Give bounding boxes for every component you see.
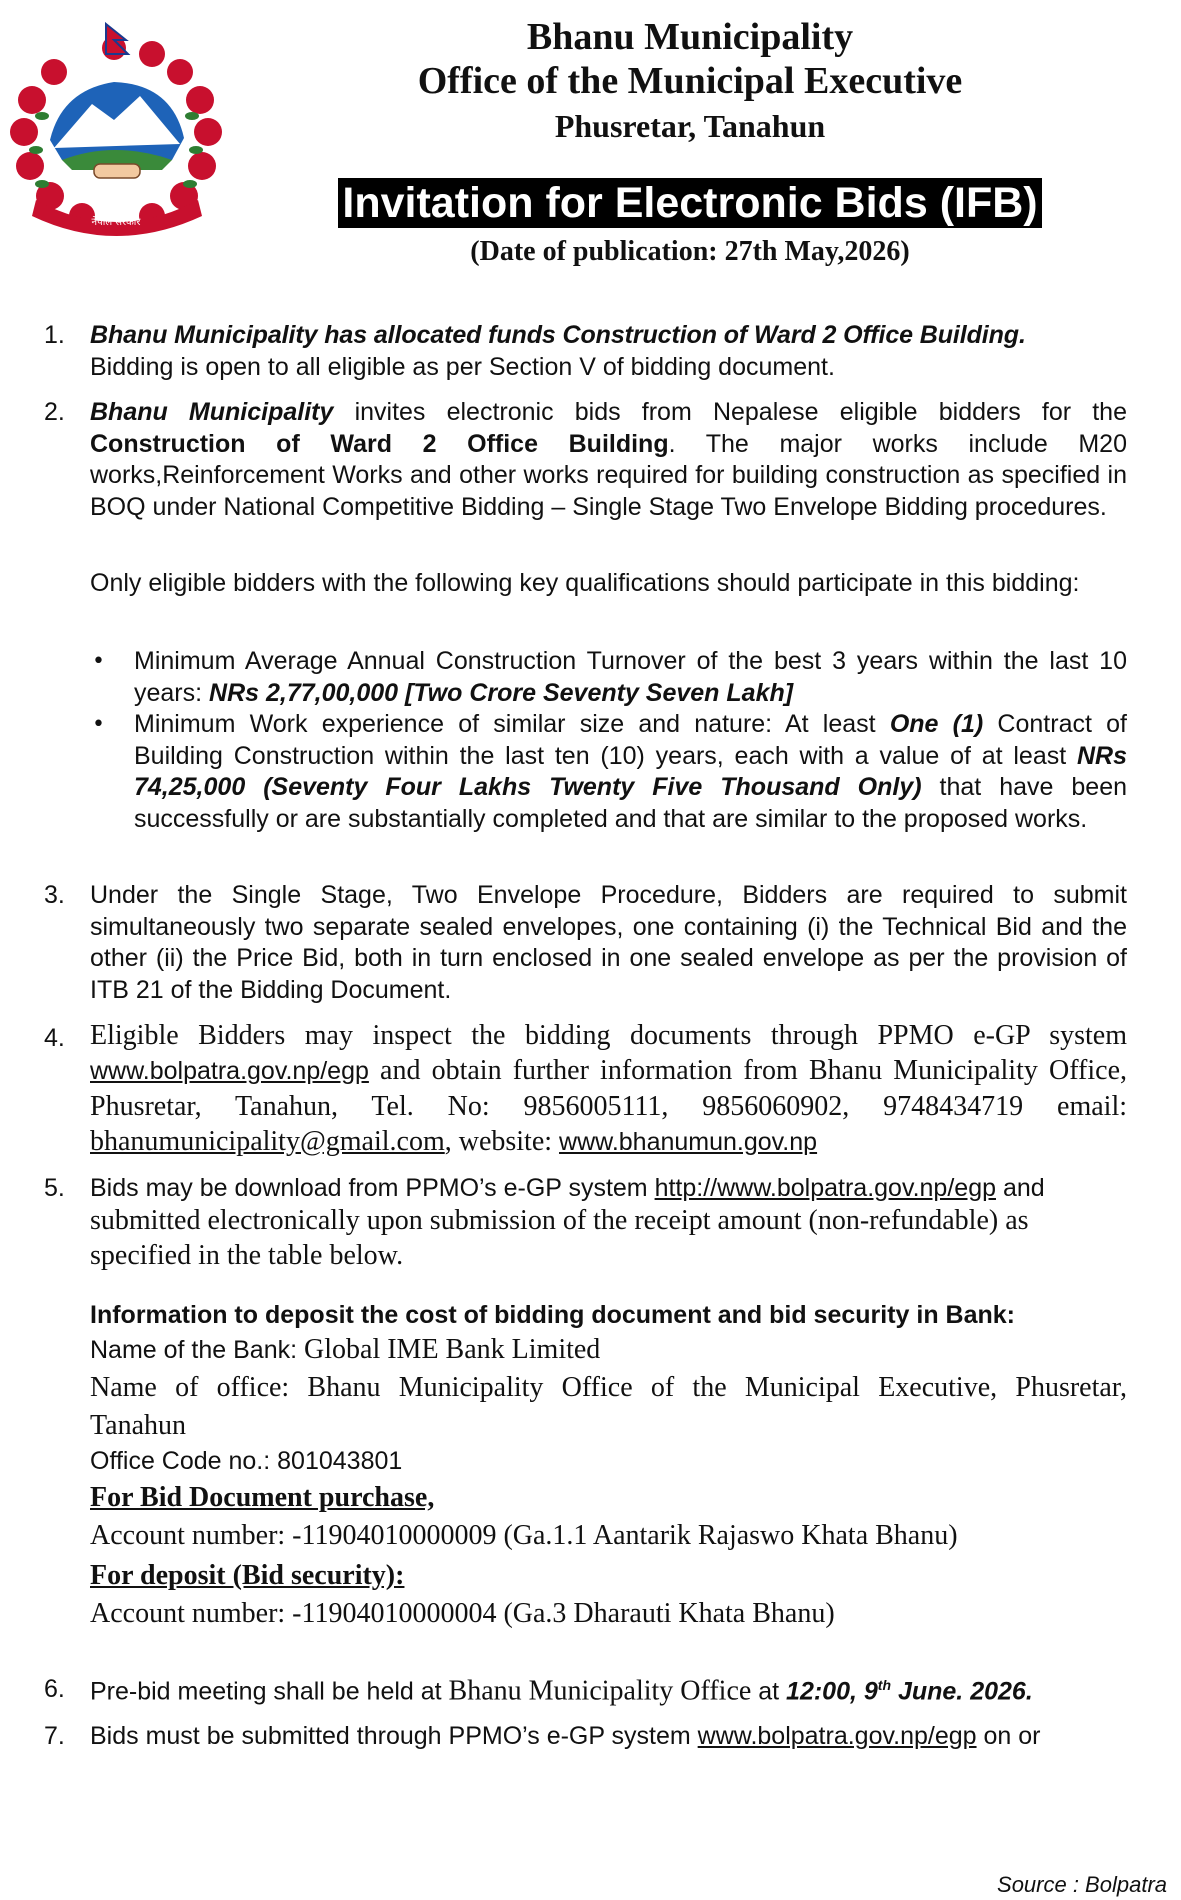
bolpatra-link[interactable]: http://www.bolpatra.gov.np/egp (654, 1174, 996, 1202)
submission-link[interactable]: www.bolpatra.gov.np/egp (697, 1722, 977, 1750)
item-6-text-c: at (751, 1677, 787, 1706)
item-4-number: 4. (44, 1024, 65, 1052)
item-6-line (90, 1670, 1127, 1707)
deposit-account: Account number: -11904010000004 (Ga.3 Dharauti Khata Bhanu) (90, 1598, 835, 1629)
item-2-number: 2. (44, 398, 65, 426)
source-credit: Source : Bolpatra (997, 1872, 1167, 1897)
deposit-heading: For deposit (Bid security): (90, 1560, 405, 1591)
item-1-number: 1. (44, 321, 65, 349)
item-1-text: Bidding is open to all eligible as per Section V of bidding document. (90, 352, 835, 381)
email-link[interactable]: bhanumunicipality@gmail.com (90, 1126, 445, 1157)
bullet-2-text-a: Minimum Work experience of similar size and nature: At least (134, 710, 890, 738)
item-5-text-c: submitted electronically upon submission of the receipt amount (non-refundable) as specified in the table below. (90, 1205, 1029, 1271)
office-name-line2: Tanahun (90, 1410, 187, 1441)
item-1-bold: Bhanu Municipality has allocated funds Construction of Ward 2 Office Building. (90, 321, 1026, 349)
item-6-text-a: Pre-bid meeting shall be held at (90, 1677, 449, 1706)
item-6-number: 6. (44, 1675, 65, 1703)
item-5-text-b: and (996, 1174, 1045, 1202)
municipality-name: Bhanu Municipality (526, 16, 854, 58)
item-4-text-c: , website: (444, 1126, 560, 1157)
item-2-text-a: invites electronic bids from Nepalese eligible bidders for the (333, 398, 1127, 426)
item-7-line (90, 1721, 1127, 1752)
notice-title: Invitation for Electronic Bids (IFB) (338, 178, 1041, 228)
item-2-bold-a: Bhanu Municipality (90, 398, 334, 426)
bank-info-heading: Information to deposit the cost of bidding document and bid security in Bank: (90, 1301, 1016, 1329)
bullet-2-bold-a: One (1) (889, 710, 984, 738)
item-4-text-a: Eligible Bidders may inspect the bidding documents through PPMO e-GP system (90, 1020, 1127, 1051)
bullet-icon: • (92, 649, 105, 674)
qualification-intro: Only eligible bidders with the following key qualifications should participate in this bidding: (90, 569, 1080, 597)
bullet-1-bold: NRs 2,77,00,000 [Two Crore Seventy Seven Lakh] (209, 678, 794, 707)
item-3-text: Under the Single Stage, Two Envelope Procedure, Bidders are required to submit simultaneously two separate sealed envelopes, one containing (i) the Technical Bid and the other (ii) the Price Bid, both in turn enclosed in one sealed envelope as per the provision of ITB 21 of the Bidding Document. (90, 881, 1127, 1004)
office-code: Office Code no.: 801043801 (90, 1447, 403, 1475)
purchase-heading: For Bid Document purchase, (90, 1482, 435, 1513)
office-name: Office of the Municipal Executive (417, 60, 963, 102)
bank-label: Name of the Bank: (90, 1336, 305, 1364)
item-6-sup: th (877, 1677, 892, 1693)
purchase-account: Account number: -11904010000009 (Ga.1.1 Aantarik Rajaswo Khata Bhanu) (90, 1520, 958, 1551)
item-7-text-b: on or (976, 1722, 1041, 1750)
nepal-emblem (2, 20, 230, 242)
item-6-bold: 12:00, 9 (786, 1677, 878, 1706)
bullet-2-text-b: Contract of Building Construction within the last ten (10) years, each with a value of at least (134, 710, 1127, 770)
item-3-number: 3. (44, 881, 65, 909)
office-name-line1: Name of office: Bhanu Municipality Office of the Municipal Executive, Phusretar, (90, 1372, 1127, 1403)
item-7-text-a: Bids must be submitted through PPMO’s e-GP system (90, 1722, 698, 1750)
item-5-line1 (90, 1173, 1127, 1204)
item-2-paragraph (90, 397, 1127, 523)
item-5-text-a: Bids may be download from PPMO’s e-GP system (90, 1174, 655, 1202)
bullet-icon: • (92, 712, 105, 737)
bullet-1-text: Minimum Average Annual Construction Turnover of the best 3 years within the last 10 years: (134, 647, 1127, 707)
item-4-paragraph (90, 1018, 1127, 1160)
website-link[interactable]: www.bhanumun.gov.np (559, 1128, 818, 1156)
item-1 (90, 320, 1127, 383)
item-2-text-b: . The major works include M20 works,Reinforcement Works and other works required for building construction as specified in BOQ under National Competitive Bidding – Single Stage Two Envelope Bidding procedures. (90, 429, 1127, 521)
bullet-2-text-c: that have been successfully or are substantially completed and that are similar to the proposed works. (134, 773, 1127, 833)
emblem-text: नेपाल सरकार (91, 217, 141, 228)
item-7-number: 7. (44, 1722, 65, 1750)
item-6-text-b: Bhanu Municipality Office (448, 1675, 752, 1707)
publication-date: (Date of publication: 27th May,2026) (470, 236, 910, 267)
bank-name: Global IME Bank Limited (304, 1334, 601, 1365)
qualification-experience (134, 709, 1127, 835)
item-4-text-b: and obtain further information from Bhanu Municipality Office, Phusretar, Tanahun, Tel. No: 9856005111, 9856060902, 9748434719 email: (90, 1055, 1127, 1122)
bullet-2-bold-b: NRs 74,25,000 (Seventy Four Lakhs Twenty Five Thousand Only) (134, 741, 1127, 801)
item-2-bold-b: Construction of Ward 2 Office Building (90, 429, 669, 458)
qualification-turnover (134, 646, 1127, 709)
bank-name-line (90, 1334, 1127, 1366)
item-6-bold-b: June. 2026. (891, 1677, 1033, 1706)
item-5-number: 5. (44, 1174, 65, 1202)
egp-link[interactable]: www.bolpatra.gov.np/egp (90, 1057, 369, 1085)
notice-title-wrap (337, 178, 1043, 228)
office-location: Phusretar, Tanahun (554, 108, 826, 144)
